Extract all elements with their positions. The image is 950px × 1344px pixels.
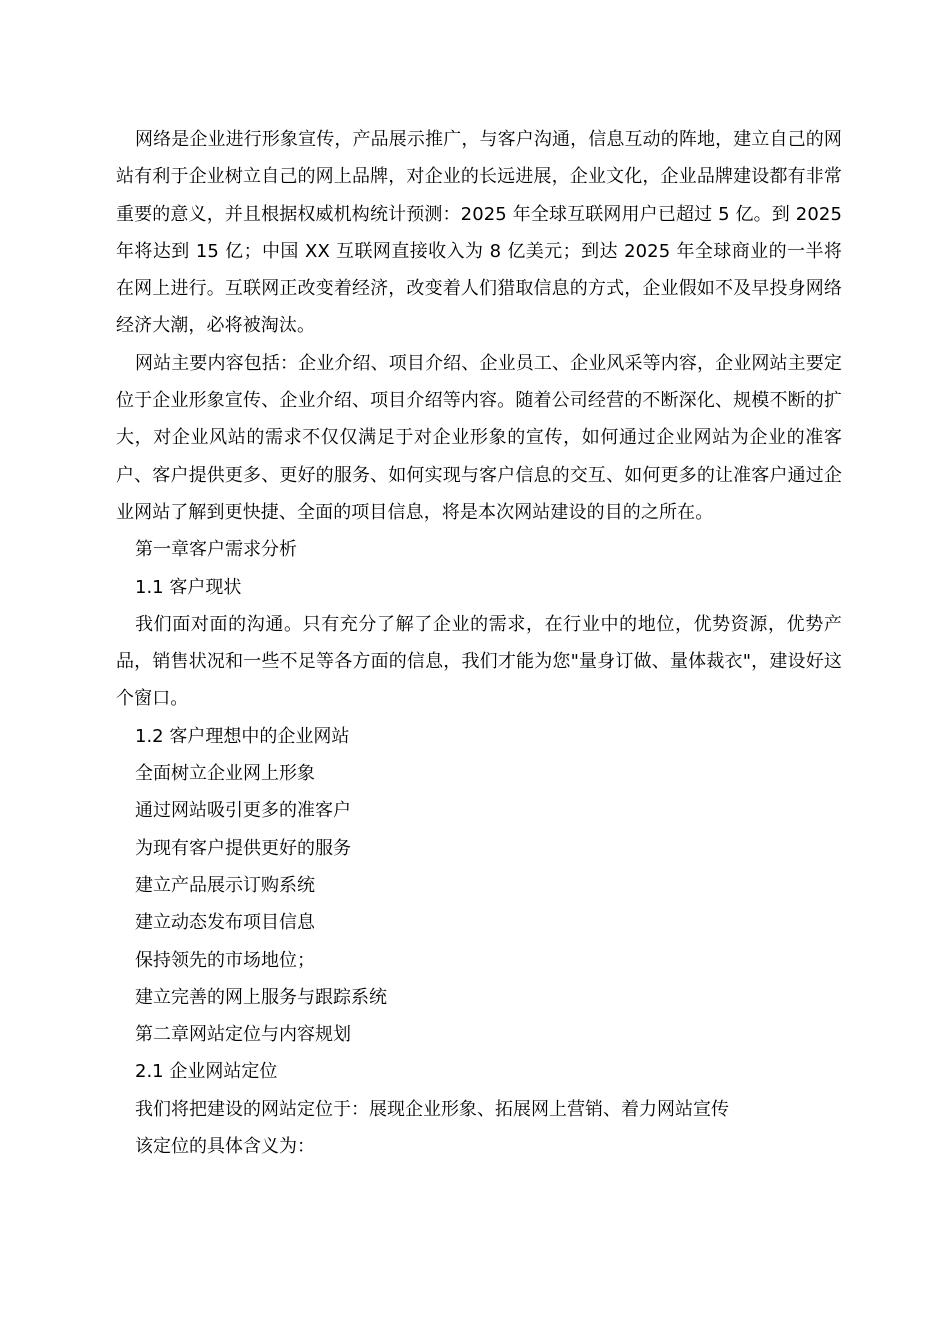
list-item: 保持领先的市场地位； bbox=[135, 949, 315, 971]
section-1-1-heading: 1.1 客户现状 bbox=[135, 576, 242, 598]
list-item: 全面树立企业网上形象 bbox=[135, 763, 315, 785]
chapter-1-heading: 第一章客户需求分析 bbox=[135, 539, 297, 561]
section-2-1-meaning: 该定位的具体含义为： bbox=[135, 1136, 315, 1158]
section-1-1-body: 我们面对面的沟通。只有充分了解了企业的需求，在行业中的地位，优势资源，优势产品，销售状况和一些不足等各方面的信息，我们才能为您"量身订做、量体裁衣"，建设好这个窗口。 bbox=[116, 613, 842, 710]
section-2-1-heading: 2.1 企业网站定位 bbox=[135, 1061, 278, 1083]
intro-paragraph-1: 网络是企业进行形象宣传，产品展示推广，与客户沟通，信息互动的阵地，建立自己的网站有利于企业树立自己的网上品牌，对企业的长远进展，企业文化，企业品牌建设都有非常重要的意义，并且根据权威机构统计预测：2025 年全球互联网用户已超过 5 亿。到 2025 年将达到 15 亿；中国 XX 互联网直接收入为 8 亿美元；到达 2025 年全球商业的一半将在网上进行。互联网正改变着经济，改变着人们猎取信息的方式，企业假如不及早投身网络经济大潮，必将被淘汰。 bbox=[116, 129, 842, 337]
section-1-2-heading: 1.2 客户理想中的企业网站 bbox=[135, 725, 350, 747]
intro-paragraph-2: 网站主要内容包括：企业介绍、项目介绍、企业员工、企业风采等内容，企业网站主要定位于企业形象宣传、企业介绍、项目介绍等内容。随着公司经营的不断深化、规模不断的扩大，对企业风站的需求不仅仅满足于对企业形象的宣传，如何通过企业网站为企业的准客户、客户提供更多、更好的服务、如何实现与客户信息的交互、如何更多的让准客户通过企业网站了解到更快捷、全面的项目信息，将是本次网站建设的目的之所在。 bbox=[116, 352, 842, 523]
document-page bbox=[116, 121, 842, 1165]
list-item: 建立动态发布项目信息 bbox=[135, 912, 315, 934]
chapter-2-heading: 第二章网站定位与内容规划 bbox=[135, 1024, 351, 1046]
list-item: 建立产品展示订购系统 bbox=[135, 874, 315, 896]
list-item: 通过网站吸引更多的准客户 bbox=[135, 800, 351, 822]
list-item: 建立完善的网上服务与跟踪系统 bbox=[135, 986, 387, 1008]
list-item: 为现有客户提供更好的服务 bbox=[135, 837, 351, 859]
section-2-1-body: 我们将把建设的网站定位于：展现企业形象、拓展网上营销、着力网站宣传 bbox=[135, 1098, 729, 1120]
